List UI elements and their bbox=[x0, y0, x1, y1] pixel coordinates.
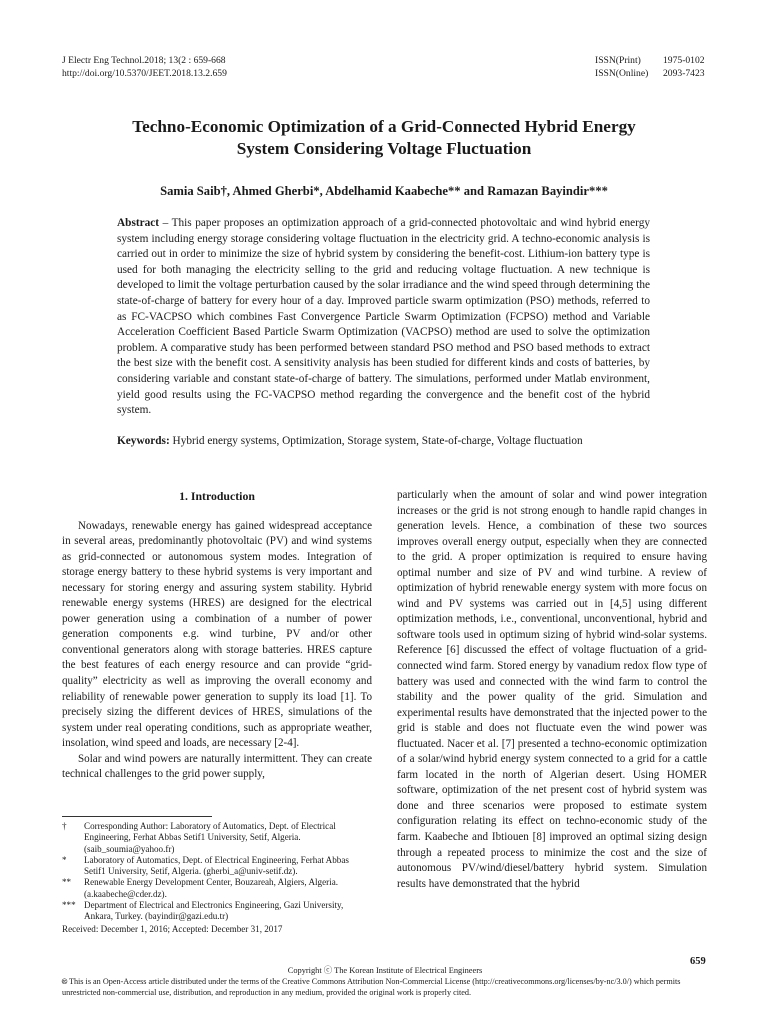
abstract-text: – This paper proposes an optimization approach of a grid-connected photovoltaic and wind hybrid energy system including energy storage considering voltage fluctuation in the electricity grid. A techno-economic analysis is carried out in order to minimize the size of hybrid system by considering the benefit-cost. Lithium-ion battery type is used for both managing the electricity selling to the grid and reducing voltage fluctuation. A new technique is developed to limit the voltage perturbation caused by the solar irradiance and the wind speed through determining the state-of-charge of battery for every hour of a day. Improved particle swarm optimization (PSO) methods, referred to as FC-VACPSO which combines Fast Convergence Particle Swarm Optimization (FCPSO) method and Variable Acceleration Coefficient Based Particle Swarm Optimization (VACPSO) method are used to solve the optimization problem. A comparative study has been performed between standard PSO method and PSO based methods to extract the best size with the benefit cost. A sensitivity analysis has been studied for different kinds and costs of batteries, by considering variable and constant state-of-charge of battery. The simulations, performed under Matlab environment, yield good results using the FC-VACPSO method regarding the convergence and the benefit cost of the hybrid system. bbox=[117, 217, 650, 417]
body-column-left bbox=[62, 489, 372, 783]
received-dates: Received: December 1, 2016; Accepted: December 31, 2017 bbox=[62, 923, 283, 934]
issn-online-label: ISSN(Online) bbox=[595, 67, 649, 79]
license-notice bbox=[62, 977, 708, 999]
issn-print-label: ISSN(Print) bbox=[595, 55, 641, 66]
footnote-text: Department of Electrical and Electronics Engineering, Gazi University, Ankara, Turkey. (bayindir@gazi.edu.tr) bbox=[84, 900, 344, 922]
journal-header bbox=[62, 55, 227, 80]
footnote-mark: ** bbox=[62, 877, 72, 888]
cc-icon: 🅭 bbox=[62, 977, 69, 986]
footnotes bbox=[62, 821, 372, 935]
footnote-item bbox=[62, 821, 372, 855]
abstract bbox=[117, 216, 650, 419]
footnote-item bbox=[62, 900, 372, 923]
footnote-mark: * bbox=[62, 854, 67, 865]
footnote-item bbox=[62, 855, 372, 878]
paper-title bbox=[60, 116, 708, 160]
footnote-item bbox=[62, 877, 372, 900]
intro-paragraph-2: Solar and wind powers are naturally intermittent. They can create technical challenges to the grid power supply, bbox=[62, 752, 372, 781]
intro-paragraph-1: Nowadays, renewable energy has gained widespread acceptance in several areas, predominantly photovoltaic (PV) and wind systems as grid-connected or autonomous system modes. Integration of storage energy battery to these hybrid systems is very important and necessary for storing energy and assuring system stability. Hybrid renewable energy systems (HRES) are designed for the electrical power generation using a combination of a number of power generation components e.g. wind turbine, PV and/or other conventional generators along with storage batteries. HRES capture the best features of each energy resource and can provide “grid-quality” electricity as well as improving the overall economy and reliability of renewable power generation to supply its load [1]. To precisely sizing the different devices of HRES, simulations of the system under real operating conditions, such as appropriate weather, insolation, wind speed and loads, are necessary [2-4]. bbox=[62, 519, 372, 750]
footnote-mark: † bbox=[62, 821, 67, 831]
page-number: 659 bbox=[690, 956, 706, 967]
footnote-divider bbox=[62, 816, 212, 817]
section-title-introduction: 1. Introduction bbox=[179, 489, 255, 503]
footnote-text: Laboratory of Automatics, Dept. of Electrical Engineering, Ferhat Abbas Setif1 University, Setif, Algeria. (gherbi_a@univ-setif.dz). bbox=[84, 854, 349, 877]
doi-link[interactable]: http://doi.org/10.5370/JEET.2018.13.2.659 bbox=[62, 67, 227, 79]
keywords-heading: Keywords: bbox=[117, 435, 170, 447]
copyright-notice: Copyright ⓒ The Korean Institute of Electrical Engineers bbox=[287, 966, 483, 975]
license-text: This is an Open-Access article distributed under the terms of the Creative Commons Attribution Non-Commercial License (http://creativecommons.org/licenses/by-nc/3.0/) which permits unrestricted non-commercial use, distribution, and reproduction in any medium, provided the original work is properly cited. bbox=[62, 977, 681, 997]
footnote-text: Corresponding Author: Laboratory of Automatics, Dept. of Electrical Engineering, Ferhat Abbas Setif1 University, Setif, Algeria. (saib_soumia@yahoo.fr) bbox=[84, 821, 336, 854]
body-column-right bbox=[397, 488, 707, 892]
keywords bbox=[117, 435, 657, 447]
issn-print-value: 1975-0102 bbox=[663, 55, 705, 66]
paper-title-line-1: Techno-Economic Optimization of a Grid-Connected Hybrid Energy bbox=[132, 117, 636, 136]
issn-online-value: 2093-7423 bbox=[663, 67, 705, 79]
paper-title-line-2: System Considering Voltage Fluctuation bbox=[236, 139, 532, 158]
abstract-heading: Abstract bbox=[117, 217, 160, 229]
intro-paragraph-continued: particularly when the amount of solar and wind power integration increases or the grid is not strong enough to handle rapid changes in generation levels. Hence, a combination of these two sources improves overall energy output, especially when they are connected to the grid. A proper optimization is required to ensure having optimal number and size of PV and wind turbine. A review of optimization of hybrid renewable energy system with more focus on wind and PV systems was carried out in [4,5] using different optimization methods, i.e., conventional, unconventional, hybrid and software tools used in optimum sizing of hybrid wind-solar systems. Reference [6] discussed the effect of voltage fluctuation of a grid-connected wind farm. Stored energy by vanadium redox flow type of battery was used and connected with the wind farm to control the stability and the power quality of the grid. Simulation and experimental results have demonstrated that the injected power to the grid is stable and does not fluctuate even the wind power was fluctuated. Nacer et al. [7] presented a techno-economic optimization of a solar/wind hybrid energy system connected to a grid for a cattle farm located in the north of Algerian desert. Using HOMER software, optimization of the net present cost of hybrid system was done and three scenarios were proposed to estimate system configuration relating its effect on techno-economic study of the farm. Kaabeche and Ibtiouen [8] improved an optimal sizing design through a repeated process to minimize the cost and the size of autonomous PV/wind/diesel/battery hybrid system. Simulation results have demonstrated that the hybrid bbox=[397, 489, 707, 890]
author-list: Samia Saib†, Ahmed Gherbi*, Abdelhamid Kaabeche** and Ramazan Bayindir*** bbox=[160, 184, 608, 198]
keywords-text: Hybrid energy systems, Optimization, Storage system, State-of-charge, Voltage fluctuation bbox=[169, 435, 583, 447]
footnote-text: Renewable Energy Development Center, Bouzareah, Algiers, Algeria. (a.kaabeche@cder.dz). bbox=[84, 877, 339, 899]
journal-citation: J Electr Eng Technol.2018; 13(2 : 659-668 bbox=[62, 55, 226, 66]
issn-block bbox=[595, 55, 705, 80]
footnote-mark: *** bbox=[62, 900, 76, 911]
